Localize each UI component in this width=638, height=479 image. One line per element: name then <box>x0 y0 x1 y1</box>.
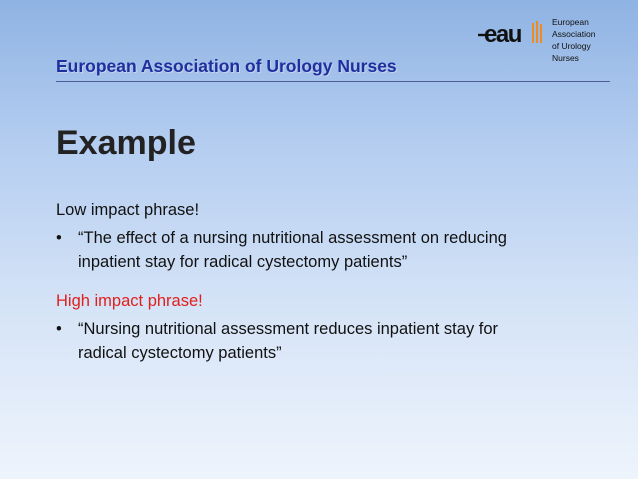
logo-line-2: Association <box>552 29 596 39</box>
low-impact-label: Low impact phrase! <box>56 201 200 219</box>
logo-line-3: of Urology <box>552 41 591 51</box>
logo-text <box>552 16 595 64</box>
header-title: European Association of Urology Nurses <box>56 56 397 76</box>
low-impact-line-2: inpatient stay for radical cystectomy patients” <box>78 253 408 271</box>
slide-title: Example <box>56 124 196 162</box>
bullet-icon: • <box>56 229 62 247</box>
low-impact-line-1: “The effect of a nursing nutritional assessment on reducing <box>78 229 507 247</box>
high-impact-line-1: “Nursing nutritional assessment reduces inpatient stay for <box>78 320 499 338</box>
low-impact-phrase <box>78 226 568 274</box>
header-divider <box>56 81 610 82</box>
logo-line-4: Nurses <box>552 53 579 63</box>
logo-wordmark: eau <box>484 21 521 48</box>
bullet-icon: • <box>56 320 62 338</box>
logo-line-1: European <box>552 17 589 27</box>
high-impact-label: High impact phrase! <box>56 292 203 310</box>
eau-logo-icon <box>474 16 550 50</box>
eau-logo <box>474 14 614 74</box>
high-impact-line-2: radical cystectomy patients” <box>78 344 282 362</box>
high-impact-phrase <box>78 317 568 365</box>
